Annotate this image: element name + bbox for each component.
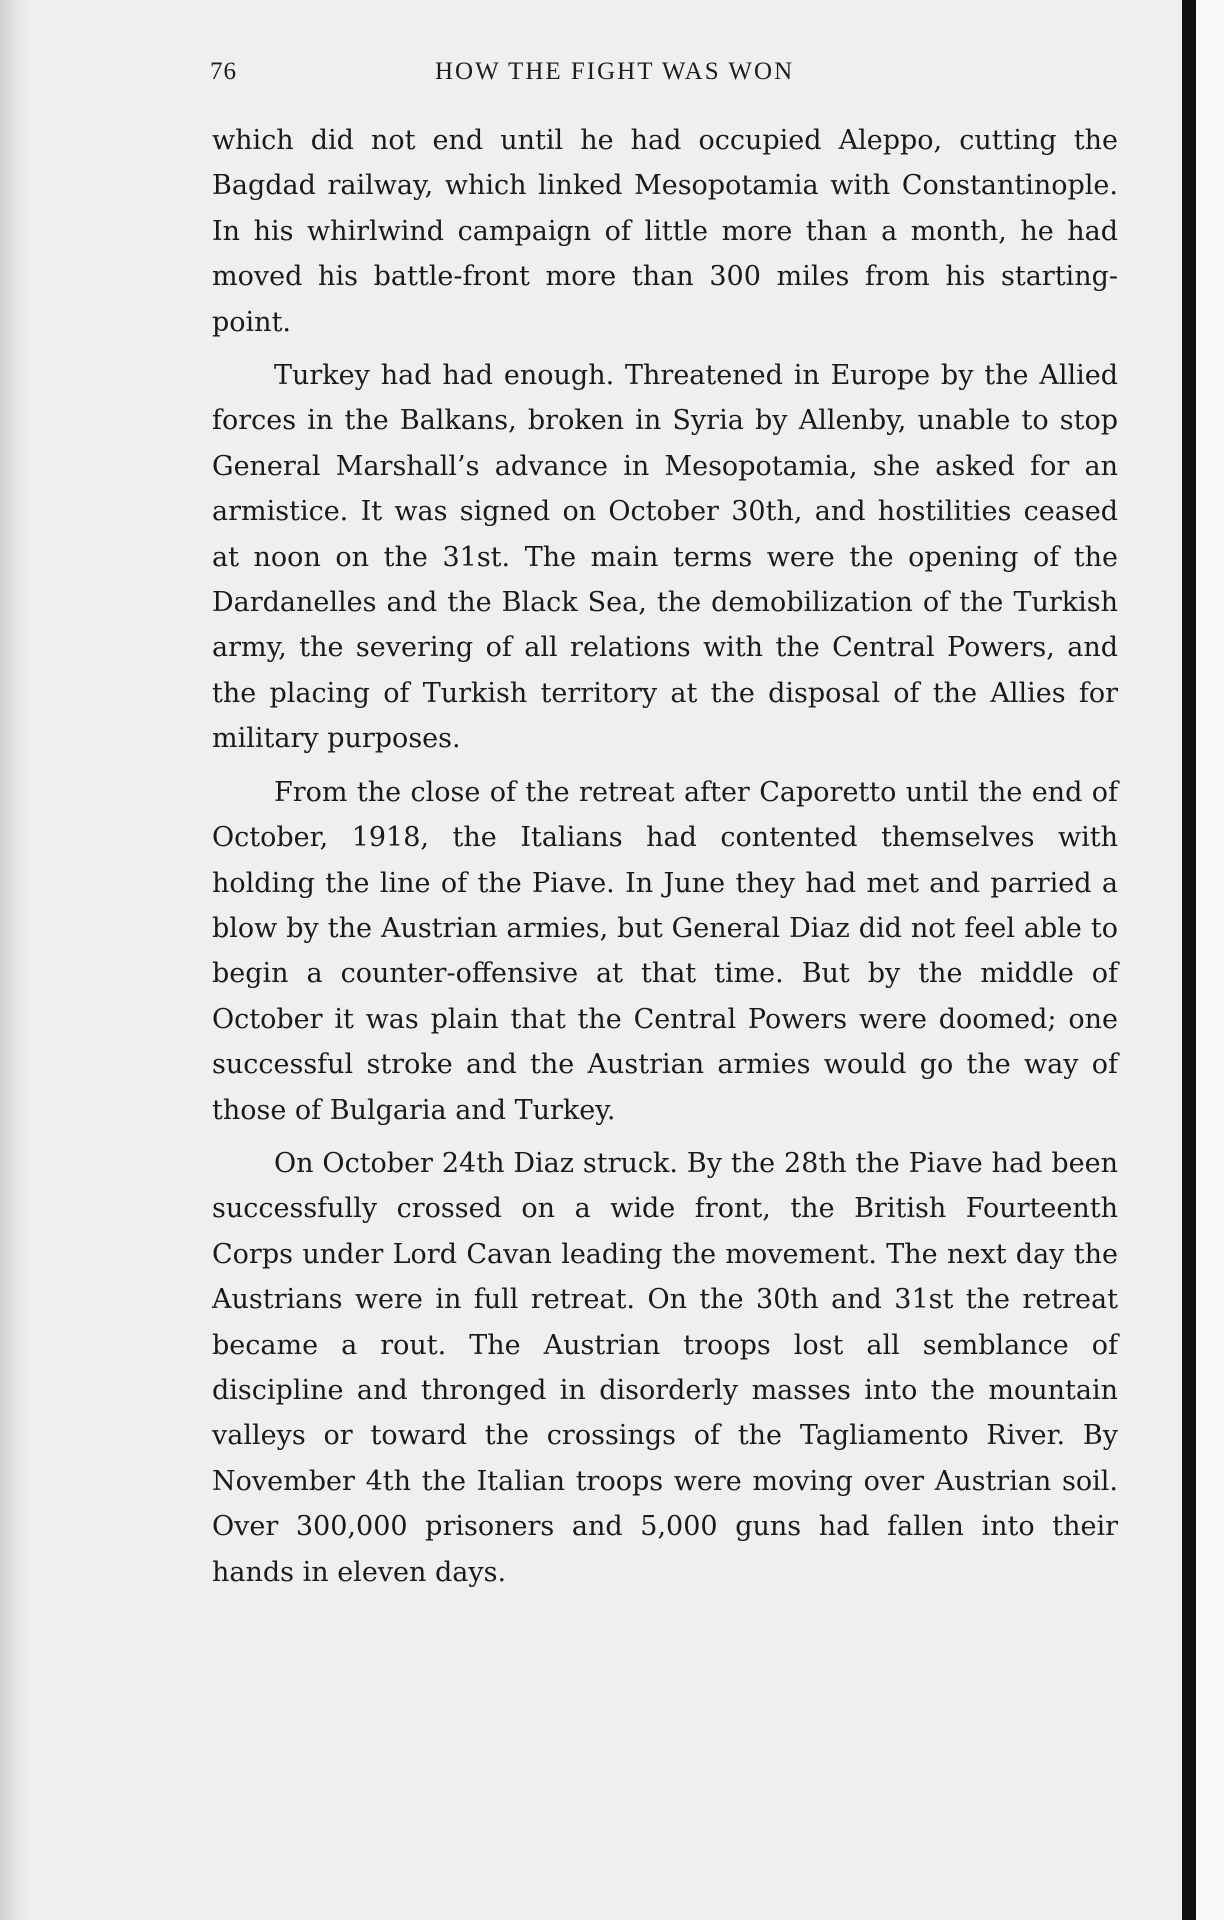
page-binding-shadow: [0, 0, 30, 1920]
page-number: 76: [210, 58, 237, 85]
paragraph-diaz-offensive: On October 24th Diaz struck. By the 28th the Piave had been successfully crossed on a wide front, the British Fourteenth Corps under Lord Cavan leading the movement. The next day the Austrians were in full retreat. On the 30th and 31st the retreat became a rout. The Austrian troops lost all semblance of discipline and thronged in disorderly masses into the mountain valleys or toward the crossings of the Tagliamento River. By November 4th the Italian troops were moving over Austrian soil. Over 300,000 prisoners and 5,000 guns had fallen into their hands in eleven days.: [212, 1147, 1118, 1588]
paragraph-continuation: which did not end until he had occupied Aleppo, cutting the Bagdad railway, which linked Mesopotamia with Constantinople. In his whirlwind campaign of little more than a month, he had moved his battle-front more than 300 miles from his starting-point.: [212, 125, 1118, 338]
scan-margin: [1196, 0, 1224, 1920]
paragraph-italian-front: From the close of the retreat after Caporetto until the end of October, 1918, the Italians had contented themselves with holding the line of the Piave. In June they had met and parried a blow by the Austrian armies, but General Diaz did not feel able to begin a counter-offensive at that time. But by the middle of October it was plain that the Central Powers were doomed; one successful stroke and the Austrian armies would go the way of those of Bulgaria and Turkey.: [212, 776, 1118, 1126]
running-title: HOW THE FIGHT WAS WON: [435, 58, 795, 85]
paragraph-turkey-armistice: Turkey had had enough. Threatened in Europe by the Allied forces in the Balkans, broken in Syria by Allenby, unable to stop General Marshall’s advance in Mesopotamia, she asked for an armistice. It was signed on October 30th, and hostilities ceased at noon on the 31st. The main terms were the opening of the Dardanelles and the Black Sea, the demobilization of the Turkish army, the severing of all relations with the Central Powers, and the placing of Turkish territory at the disposal of the Allies for military purposes.: [212, 360, 1118, 755]
body-text: [212, 118, 1118, 1603]
page-header: [210, 52, 1110, 92]
page-edge-border: [1182, 0, 1196, 1920]
